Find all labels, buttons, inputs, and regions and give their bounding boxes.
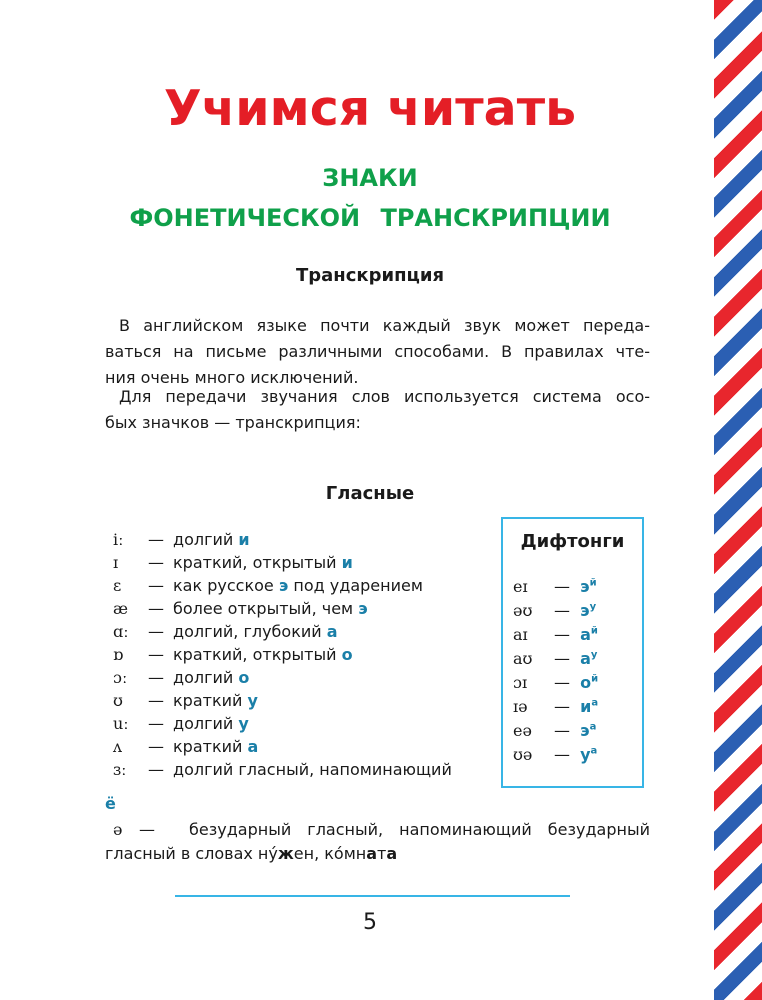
diphthong-row bbox=[503, 716, 642, 740]
vowel-row bbox=[105, 758, 452, 781]
schwa-desc: безударный гласный, напоминающий безударный bbox=[189, 820, 650, 839]
vowel-row bbox=[105, 666, 452, 689]
footer-rule bbox=[175, 895, 570, 897]
diphthong-row bbox=[503, 620, 642, 644]
dash: — bbox=[554, 649, 570, 669]
vowel-desc: долгий bbox=[173, 668, 234, 687]
dash: — bbox=[148, 599, 164, 618]
diphthong-value bbox=[580, 577, 597, 596]
vowel-desc: долгий bbox=[173, 530, 234, 549]
diphthong-value bbox=[580, 601, 596, 620]
diphthong-value bbox=[580, 745, 597, 764]
schwa-end-1: н, ко́мн bbox=[303, 844, 367, 863]
vowel-desc: как русское bbox=[173, 576, 274, 595]
dash: — bbox=[554, 745, 570, 765]
vowel-desc: долгий, глубокий bbox=[173, 622, 322, 641]
vowel-letter: у bbox=[238, 714, 249, 733]
diphthong-sup: й bbox=[589, 578, 597, 589]
vowels-list bbox=[105, 528, 452, 781]
diphthong-main: и bbox=[580, 697, 592, 717]
diphthong-sup: у bbox=[589, 602, 597, 613]
vowel-symbol: ʌ bbox=[113, 737, 123, 756]
diphthong-sup: й bbox=[591, 674, 599, 685]
diphthong-symbol: əʊ bbox=[513, 601, 533, 621]
diphthong-sup: а bbox=[589, 722, 597, 733]
schwa-bold-2: а bbox=[366, 844, 378, 863]
vowel-symbol: ɔː bbox=[113, 668, 128, 687]
vowel-symbol: ʊ bbox=[113, 691, 123, 710]
dash: — bbox=[148, 530, 164, 549]
diphthongs-title: Дифтонги bbox=[520, 531, 625, 552]
vowel-symbol: ɒ bbox=[113, 645, 124, 664]
diphthong-row bbox=[503, 572, 642, 596]
vowel-symbol: ɪ bbox=[113, 553, 119, 572]
vowel-letter: а bbox=[247, 737, 259, 756]
paragraph-2-line-1: Для передачи звучания слов используется система осо- bbox=[119, 387, 650, 406]
schwa-end-2: а bbox=[386, 844, 398, 863]
dash: — bbox=[554, 697, 570, 717]
vowel-symbol: ɛ bbox=[113, 576, 122, 595]
vowel-letter: и bbox=[238, 530, 250, 549]
schwa-entry bbox=[105, 818, 650, 866]
paragraph-2-line-2: бых значков — транскрипция: bbox=[105, 413, 361, 432]
dash: — bbox=[148, 714, 164, 733]
diphthong-sup: а bbox=[591, 698, 599, 709]
schwa-line-2 bbox=[105, 842, 650, 866]
diphthong-symbol: ʊə bbox=[513, 745, 533, 765]
schwa-mid-1: е bbox=[293, 844, 304, 863]
dash: — bbox=[554, 673, 570, 693]
dash: — bbox=[148, 668, 164, 687]
diphthong-symbol: aʊ bbox=[513, 649, 533, 669]
diphthong-value bbox=[580, 673, 598, 692]
vowel-desc: долгий bbox=[173, 714, 234, 733]
diphthong-value bbox=[580, 721, 596, 740]
dash: — bbox=[554, 625, 570, 645]
diphthong-sup: у bbox=[590, 650, 598, 661]
diphthong-value bbox=[580, 625, 598, 644]
dash: — bbox=[148, 691, 164, 710]
schwa-bold-1: ж bbox=[277, 844, 294, 863]
section-heading: Транскрипция bbox=[295, 265, 445, 286]
vowel-row bbox=[105, 712, 452, 735]
schwa-symbol: ə bbox=[113, 820, 123, 839]
vowel-letter: о bbox=[341, 645, 353, 664]
paragraph-1-line-2: ваться на письме различными способами. В правилах чте- bbox=[105, 342, 650, 361]
schwa-line-1 bbox=[105, 818, 650, 842]
vowel-row bbox=[105, 597, 452, 620]
diphthong-value bbox=[580, 697, 598, 716]
vowel-desc-after: под ударением bbox=[293, 576, 423, 595]
diphthong-row bbox=[503, 692, 642, 716]
yo-letter: ё bbox=[105, 794, 116, 813]
vowel-desc: более открытый, чем bbox=[173, 599, 354, 618]
dash: — bbox=[148, 553, 164, 572]
page-title: Учимся читать bbox=[163, 80, 577, 137]
diphthong-main: о bbox=[580, 673, 592, 693]
diphthong-symbol: eə bbox=[513, 721, 532, 741]
subtitle-line-2: ФОНЕТИЧЕСКОЙ ТРАНСКРИПЦИИ bbox=[129, 204, 611, 232]
dash: — bbox=[148, 645, 164, 664]
vowel-row bbox=[105, 528, 452, 551]
vowel-letter: о bbox=[238, 668, 250, 687]
vowel-row bbox=[105, 620, 452, 643]
vowel-row bbox=[105, 551, 452, 574]
vowel-row bbox=[105, 574, 452, 597]
vowel-symbol: iː bbox=[113, 530, 124, 549]
vowel-row bbox=[105, 735, 452, 758]
vowel-symbol: ɜː bbox=[113, 760, 127, 779]
diphthong-symbol: ɪə bbox=[513, 697, 528, 717]
page-number: 5 bbox=[363, 910, 377, 935]
diphthong-main: э bbox=[580, 601, 590, 621]
dash: — bbox=[148, 737, 164, 756]
vowel-symbol: ɑː bbox=[113, 622, 129, 641]
diphthong-symbol: aɪ bbox=[513, 625, 528, 645]
vowel-desc: краткий bbox=[173, 691, 243, 710]
diphthong-row bbox=[503, 668, 642, 692]
vowel-desc: долгий гласный, напоминающий bbox=[173, 760, 452, 779]
dash: — bbox=[554, 577, 570, 597]
subtitle-line-1: ЗНАКИ bbox=[322, 164, 418, 192]
vowel-symbol: æ bbox=[113, 599, 129, 618]
vowel-desc: краткий, открытый bbox=[173, 645, 337, 664]
diphthong-value bbox=[580, 649, 597, 668]
dash: — bbox=[554, 601, 570, 621]
diphthong-row bbox=[503, 596, 642, 620]
paragraph-1 bbox=[105, 313, 650, 391]
diphthong-main: у bbox=[580, 745, 591, 765]
vowel-letter: а bbox=[326, 622, 338, 641]
dash: — bbox=[148, 760, 164, 779]
schwa-line-2-prefix: гласный в словах ну́ bbox=[105, 844, 278, 863]
paragraph-1-line-1: В английском языке почти каждый звук может переда- bbox=[119, 316, 650, 335]
paragraph-2 bbox=[105, 384, 650, 436]
paragraph-1-line-3: ния очень много исключений. bbox=[105, 368, 359, 387]
vowels-heading: Гласные bbox=[325, 483, 415, 504]
diphthong-main: а bbox=[580, 625, 591, 645]
vowel-desc: краткий bbox=[173, 737, 243, 756]
dash: — bbox=[139, 820, 155, 839]
vowel-letter: э bbox=[358, 599, 368, 618]
diphthong-main: а bbox=[580, 649, 591, 669]
schwa-mid-2: т bbox=[377, 844, 387, 863]
dash: — bbox=[554, 721, 570, 741]
dash: — bbox=[148, 622, 164, 641]
diphthong-symbol: ɔɪ bbox=[513, 673, 528, 693]
diphthong-sup: й bbox=[590, 626, 598, 637]
vowel-letter: у bbox=[247, 691, 258, 710]
vowel-letter: э bbox=[278, 576, 289, 595]
diphthong-symbol: eɪ bbox=[513, 577, 528, 597]
diphthong-row bbox=[503, 740, 642, 764]
diphthong-main: э bbox=[580, 577, 590, 597]
diphthongs-box bbox=[501, 517, 644, 788]
vowel-letter: и bbox=[341, 553, 353, 572]
vowel-row bbox=[105, 643, 452, 666]
vowel-row bbox=[105, 689, 452, 712]
diphthong-sup: а bbox=[590, 746, 598, 757]
dash: — bbox=[148, 576, 164, 595]
diphthong-row bbox=[503, 644, 642, 668]
vowel-symbol: uː bbox=[113, 714, 129, 733]
diphthong-main: э bbox=[580, 721, 590, 741]
vowel-desc: краткий, открытый bbox=[173, 553, 337, 572]
